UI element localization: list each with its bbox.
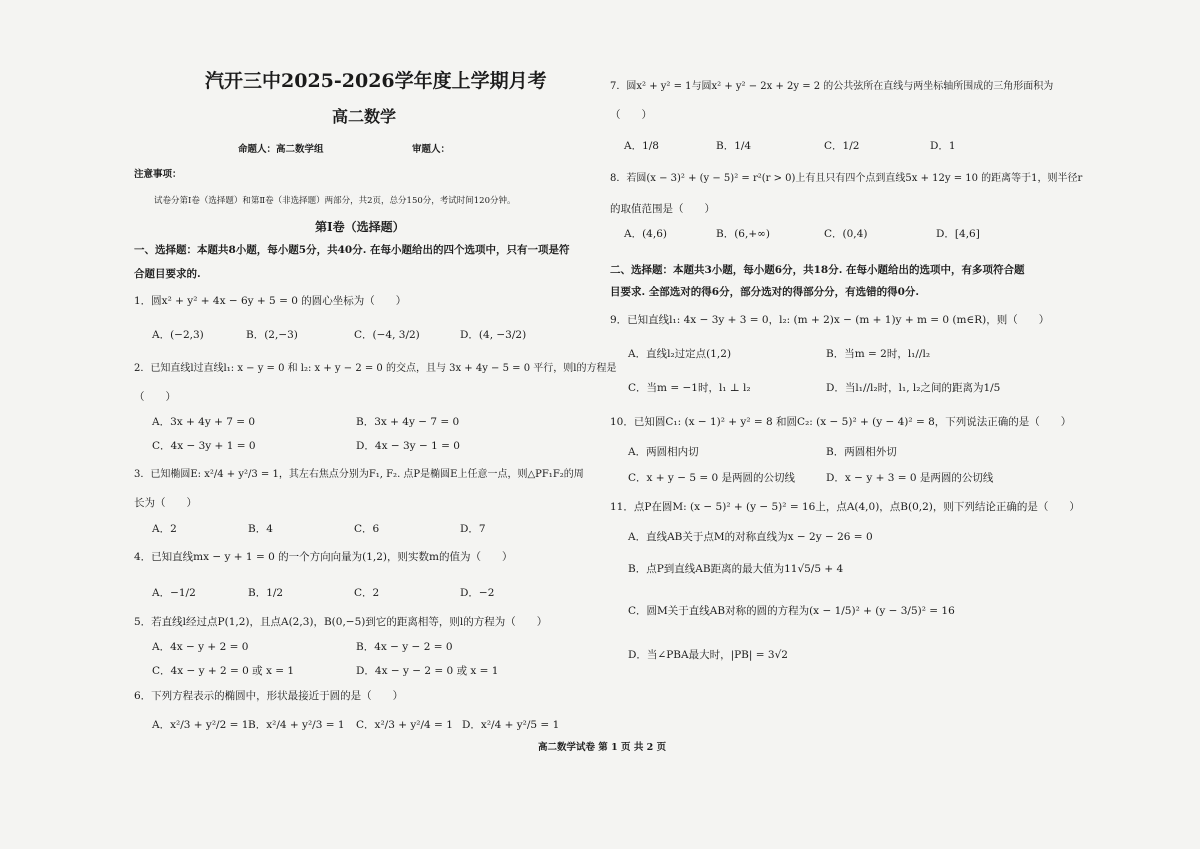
q5-option-c: C．4x − y + 2 = 0 或 x = 1 (152, 665, 295, 677)
author-line: 命题人：高二数学组 (238, 144, 324, 155)
q6-option-b: B．x²/4 + y²/3 = 1 (248, 719, 345, 731)
q3-option-c: C．6 (354, 523, 380, 535)
q5-option-b: B．4x − y − 2 = 0 (356, 641, 453, 653)
q7-option-d: D．1 (930, 140, 956, 152)
q1-option-d: D．(4, −3/2) (460, 329, 527, 341)
q2-option-d: D．4x − 3y − 1 = 0 (356, 440, 460, 452)
page-footer: 高二数学试卷 第 1 页 共 2 页 (538, 742, 667, 753)
q2-option-a: A．3x + 4y + 7 = 0 (152, 416, 256, 428)
q3-stem: 3．已知椭圆E: x²/4 + y²/3 = 1，其左右焦点分别为F₁, F₂. 点P是椭圆E上任意一点，则△PF₁F₂的周 (134, 469, 584, 480)
q10-stem: 10．已知圆C₁: (x − 1)² + y² = 8 和圆C₂: (x − 5)² + (y − 4)² = 8，下列说法正确的是（ ） (610, 416, 1072, 428)
q11-option-b: B．点P到直线AB距离的最大值为11√5/5 + 4 (628, 563, 844, 575)
q8-option-b: B．(6,+∞) (716, 228, 770, 240)
q7-option-a: A．1/8 (624, 140, 659, 152)
q2-option-c: C．4x − 3y + 1 = 0 (152, 440, 256, 452)
part2-heading-line1: 二、选择题：本题共3小题，每小题6分，共18分. 在每小题给出的选项中，有多项符合题 (610, 264, 1025, 276)
q9-stem: 9．已知直线l₁: 4x − 3y + 3 = 0，l₂: (m + 2)x − (m + 1)y + m = 0 (m∈R)，则（ ） (610, 314, 1050, 326)
q10-option-b: B．两圆相外切 (826, 446, 897, 458)
q3-option-d: D．7 (460, 523, 486, 535)
q10-option-c: C．x + y − 5 = 0 是两圆的公切线 (628, 472, 796, 484)
q5-option-d: D．4x − y − 2 = 0 或 x = 1 (356, 665, 499, 677)
q4-option-c: C．2 (354, 587, 380, 599)
q8-option-d: D．[4,6] (936, 228, 980, 240)
q4-stem: 4．已知直线mx − y + 1 = 0 的一个方向向量为(1,2)，则实数m的值为（ ） (134, 551, 513, 563)
q11-option-a: A．直线AB关于点M的对称直线为x − 2y − 26 = 0 (628, 531, 873, 543)
q9-option-a: A．直线l₂过定点(1,2) (628, 348, 732, 360)
q8-stem: 8．若圆(x − 3)² + (y − 5)² = r²(r > 0)上有且只有四个点到直线5x + 12y = 10 的距离等于1，则半径r (610, 173, 1083, 184)
q11-stem: 11．点P在圆M: (x − 5)² + (y − 5)² = 16上，点A(4,0)，点B(0,2)，则下列结论正确的是（ ） (610, 501, 1080, 513)
notice-heading: 注意事项： (134, 169, 182, 180)
q7-option-b: B．1/4 (716, 140, 752, 152)
q7-option-c: C．1/2 (824, 140, 860, 152)
q3-option-b: B．4 (248, 523, 273, 535)
q1-stem: 1．圆x² + y² + 4x − 6y + 5 = 0 的圆心坐标为（ ） (134, 295, 407, 307)
q1-option-b: B．(2,−3) (246, 329, 298, 341)
q6-stem: 6．下列方程表示的椭圆中，形状最接近于圆的是（ ） (134, 690, 404, 702)
q2-stem-cont: （ ） (134, 391, 176, 403)
q9-option-c: C．当m = −1时，l₁ ⊥ l₂ (628, 382, 751, 394)
q6-option-c: C．x²/3 + y²/4 = 1 (356, 719, 453, 731)
q9-option-d: D．当l₁//l₂时，l₁, l₂之间的距离为1/5 (826, 382, 1001, 394)
q4-option-b: B．1/2 (248, 587, 284, 599)
q7-stem: 7．圆x² + y² = 1与圆x² + y² − 2x + 2y = 2 的公共弦所在直线与两坐标轴所围成的三角形面积为 (610, 81, 1054, 92)
q10-option-a: A．两圆相内切 (628, 446, 699, 458)
q5-option-a: A．4x − y + 2 = 0 (152, 641, 249, 653)
part2-heading-line2: 目要求. 全部选对的得6分，部分选对的得部分分，有选错的得0分. (610, 286, 920, 298)
notice-text: 试卷分第Ⅰ卷（选择题）和第Ⅱ卷（非选择题）两部分，共2页，总分150分，考试时间120分钟。 (154, 196, 516, 206)
subject-title: 高二数学 (332, 107, 397, 126)
q9-option-b: B．当m = 2时，l₁//l₂ (826, 348, 931, 360)
section1-title: 第Ⅰ卷（选择题） (315, 220, 405, 234)
q1-option-a: A．(−2,3) (152, 329, 204, 341)
q8-stem-cont: 的取值范围是（ ） (610, 203, 715, 215)
q8-option-a: A．(4,6) (624, 228, 667, 240)
part1-heading-line1: 一、选择题：本题共8小题，每小题5分，共40分. 在每小题给出的四个选项中，只有一项是符 (134, 244, 570, 256)
part1-heading-line2: 合题目要求的. (134, 268, 201, 280)
q8-option-c: C．(0,4) (824, 228, 868, 240)
q4-option-d: D．−2 (460, 587, 495, 599)
q10-option-d: D．x − y + 3 = 0 是两圆的公切线 (826, 472, 994, 484)
q11-option-c: C．圆M关于直线AB对称的圆的方程为(x − 1/5)² + (y − 3/5)² = 16 (628, 605, 955, 617)
q1-option-c: C．(−4, 3/2) (354, 329, 420, 341)
q3-option-a: A．2 (152, 523, 177, 535)
q2-option-b: B．3x + 4y − 7 = 0 (356, 416, 460, 428)
exam-title: 汽开三中2025-2026学年度上学期月考 (205, 70, 547, 92)
q4-option-a: A．−1/2 (152, 587, 196, 599)
reviewer-line: 审题人： (412, 144, 451, 155)
q11-option-d: D．当∠PBA最大时，|PB| = 3√2 (628, 649, 788, 661)
q6-option-d: D．x²/4 + y²/5 = 1 (462, 719, 560, 731)
q5-stem: 5．若直线l经过点P(1,2)，且点A(2,3)，B(0,−5)到它的距离相等，则l的方程为（ ） (134, 616, 548, 628)
q3-stem-cont: 长为（ ） (134, 497, 197, 509)
q7-stem-cont: （ ） (610, 109, 652, 121)
q6-option-a: A．x²/3 + y²/2 = 1 (152, 719, 249, 731)
q2-stem: 2．已知直线l过直线l₁: x − y = 0 和 l₂: x + y − 2 = 0 的交点，且与 3x + 4y − 5 = 0 平行，则l的方程是 (134, 363, 617, 374)
